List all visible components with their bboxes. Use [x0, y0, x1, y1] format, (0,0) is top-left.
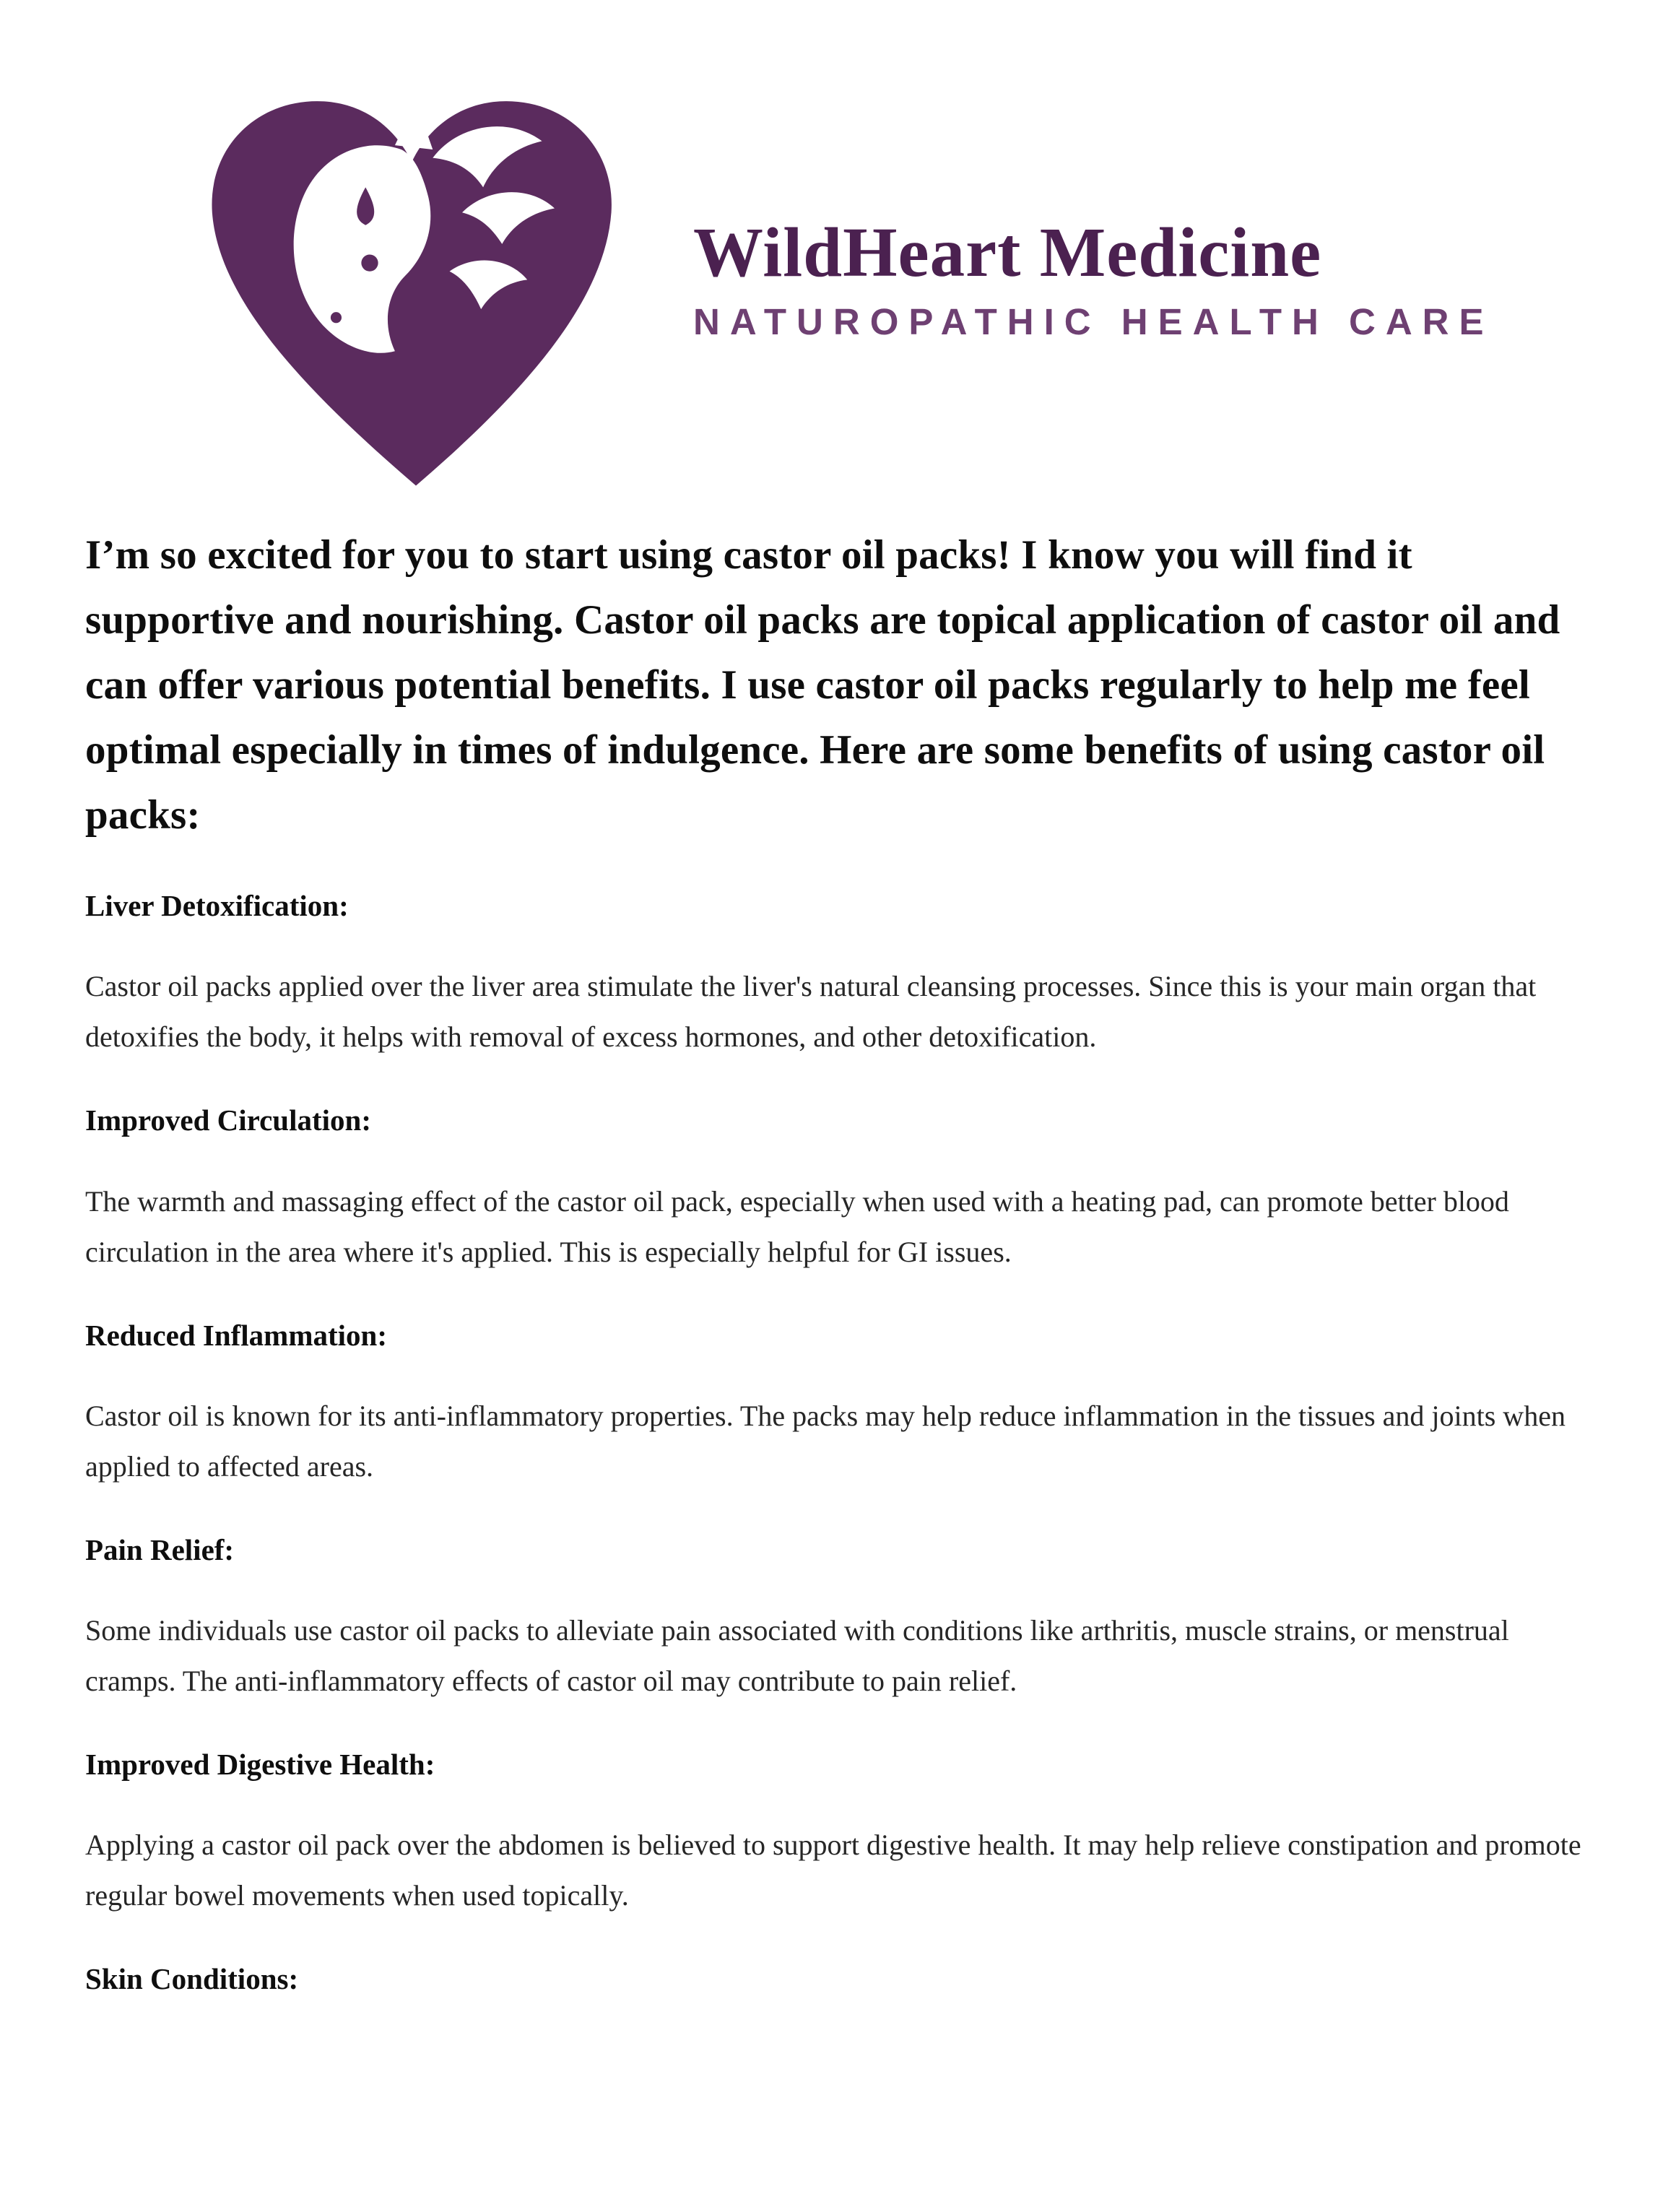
section-title-pain-relief: Pain Relief:: [85, 1532, 235, 1566]
brand-block: [693, 213, 1494, 344]
section-body-reduced-inflammation: Castor oil is known for its anti-inflammatory properties. The packs may help reduce inflammation in the tissues and joints when applied to affected areas.: [85, 1399, 1566, 1483]
section-body-liver-detoxification: Castor oil packs applied over the liver area stimulate the liver's natural cleansing processes. Since this is your main organ that detoxifies the body, it helps with removal of excess hormones, and other detoxification.: [85, 970, 1537, 1054]
section-title-reduced-inflammation: Reduced Inflammation:: [85, 1318, 387, 1352]
section-title-improved-digestive-health: Improved Digestive Health:: [85, 1747, 435, 1781]
section-title-liver-detoxification: Liver Detoxification:: [85, 889, 349, 923]
heart-horse-logo-icon: [185, 78, 647, 498]
section-title-improved-circulation: Improved Circulation:: [85, 1103, 371, 1137]
section-body-improved-circulation: The warmth and massaging effect of the castor oil pack, especially when used with a heating pad, can promote better blood circulation in the area where it's applied. This is especially helpful for GI issues.: [85, 1184, 1509, 1268]
brand-tagline: NATUROPATHIC HEALTH CARE: [693, 301, 1494, 343]
section-title-skin-conditions: Skin Conditions:: [85, 1962, 299, 1996]
logo-header: [85, 0, 1591, 498]
section-body-improved-digestive-health: Applying a castor oil pack over the abdomen is believed to support digestive health. It may help relieve constipation and promote regular bowel movements when used topically.: [85, 1829, 1581, 1912]
brand-name: WildHeart Medicine: [693, 213, 1322, 291]
intro-paragraph: I’m so excited for you to start using castor oil packs! I know you will find it supportive and nourishing. Castor oil packs are topical application of castor oil and can offer various potential benefits. I use castor oil packs regularly to help me feel optimal especially in times of indulgence. Here are some benefits of using castor oil packs:: [85, 532, 1560, 838]
section-body-pain-relief: Some individuals use castor oil packs to alleviate pain associated with conditions like arthritis, muscle strains, or menstrual cramps. The anti-inflammatory effects of castor oil may contribute to pain relief.: [85, 1613, 1509, 1697]
